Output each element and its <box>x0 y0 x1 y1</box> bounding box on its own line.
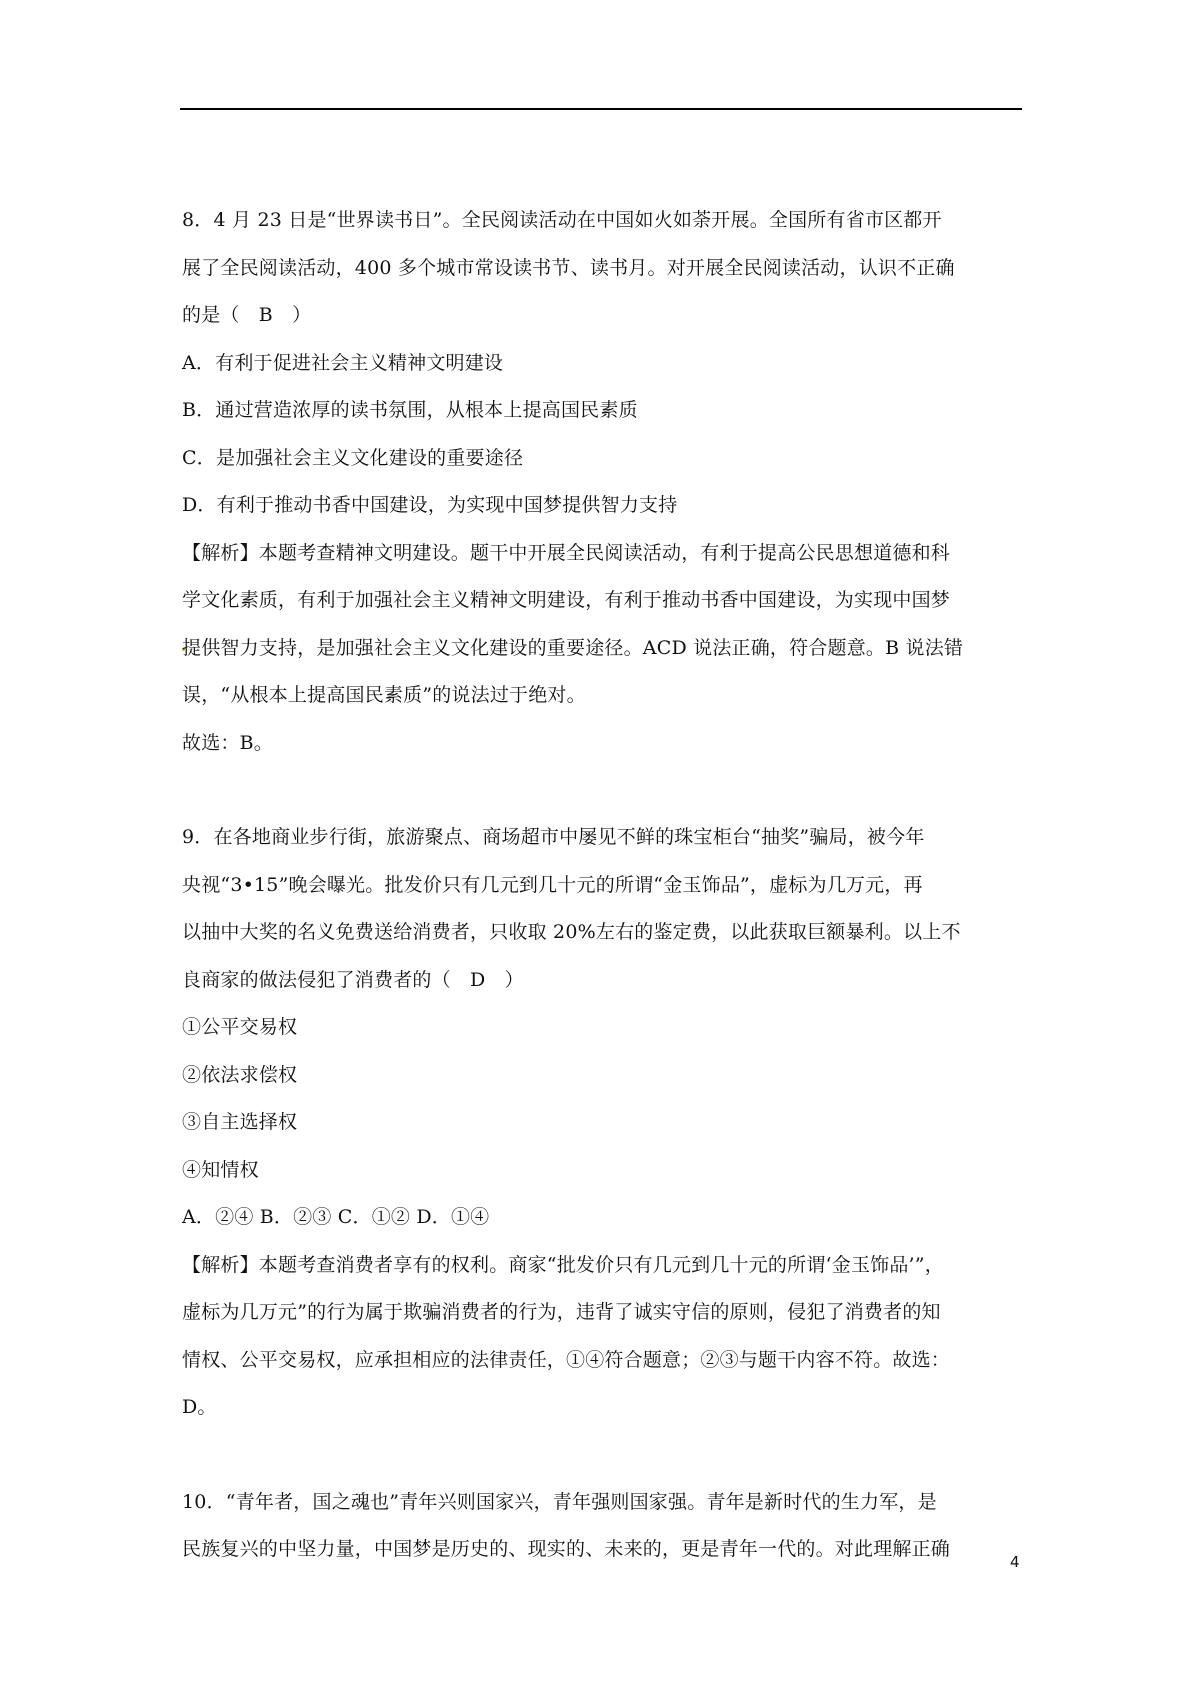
question-9-analysis-line: 情权、公平交易权，应承担相应的法律责任，①④符合题意；②③与题干内容不符。故选： <box>182 1348 951 1371</box>
header-rule <box>180 108 1022 110</box>
question-9-stem-line: 9．在各地商业步行街，旅游聚点、商场超市中屡见不鲜的珠宝柜台“抽奖”骗局，被今年 <box>182 826 925 848</box>
question-8-stem-line: 展了全民阅读活动，400 多个城市常设读书节、读书月。对开展全民阅读活动，认识不正确 <box>182 256 955 279</box>
question-8-analysis-line: 提供智力支持，是加强社会主义文化建设的重要途径。ACD 说法正确，符合题意。B 说法错 <box>182 636 964 659</box>
question-9 <box>182 814 1022 1432</box>
question-10-stem-line: 民族复兴的中坚力量，中国梦是历史的、现实的、未来的，更是青年一代的。对此理解正确 <box>182 1538 951 1560</box>
page-number: 4 <box>1010 1553 1020 1571</box>
question-8-option-c: C．是加强社会主义文化建设的重要途径 <box>182 446 524 469</box>
question-9-item-1: ①公平交易权 <box>182 1016 298 1038</box>
question-8-analysis-line: 学文化素质，有利于加强社会主义精神文明建设，有利于推动书香中国建设，为实现中国梦 <box>182 589 951 611</box>
question-spacer <box>182 1432 1022 1479</box>
question-8-answer: 故选：B。 <box>182 731 273 754</box>
document-body <box>182 197 1022 1574</box>
question-9-item-4: ④知情权 <box>182 1158 259 1181</box>
question-9-stem-line: 以抽中大奖的名义免费送给消费者，只收取 20%左右的鉴定费，以此获取巨额暴利。以上不 <box>182 921 961 943</box>
question-9-choices: A．②④ B．②③ C．①② D．①④ <box>182 1206 490 1228</box>
question-8-option-a: A．有利于促进社会主义精神文明建设 <box>182 351 504 374</box>
question-8-stem-line: 的是（ B ） <box>182 304 312 326</box>
question-8-option-d: D．有利于推动书香中国建设，为实现中国梦提供智力支持 <box>182 494 678 516</box>
question-8-stem-line: 8．4 月 23 日是“世界读书日”。全民阅读活动在中国如火如荼开展。全国所有省市区都开 <box>182 209 942 231</box>
question-10-stem-line: 10．“青年者，国之魂也”青年兴则国家兴，青年强则国家强。青年是新时代的生力军，是 <box>182 1490 937 1513</box>
question-9-analysis-line: 虚标为几万元”的行为属于欺骗消费者的行为，违背了诚实守信的原则，侵犯了消费者的知 <box>182 1301 941 1323</box>
question-9-analysis-line: 【解析】本题考查消费者享有的权利。商家“批发价只有几元到几十元的所谓‘金玉饰品’”， <box>182 1253 944 1276</box>
question-9-answer: D。 <box>182 1396 217 1418</box>
question-9-stem-line: 良商家的做法侵犯了消费者的（ D ） <box>182 968 524 991</box>
question-8-option-b: B．通过营造浓厚的读书氛围，从根本上提高国民素质 <box>182 399 638 421</box>
question-8-analysis-line: 误，“从根本上提高国民素质”的说法过于绝对。 <box>182 684 586 706</box>
question-spacer <box>182 767 1022 814</box>
question-10 <box>182 1479 1022 1574</box>
question-8 <box>182 197 1022 767</box>
question-9-item-3: ③自主选择权 <box>182 1111 298 1133</box>
question-8-analysis-line: 【解析】本题考查精神文明建设。题干中开展全民阅读活动，有利于提高公民思想道德和科 <box>182 541 951 564</box>
question-9-item-2: ②依法求偿权 <box>182 1063 298 1086</box>
question-9-stem-line: 央视“3•15”晚会曝光。批发价只有几元到几十元的所谓“金玉饰品”，虚标为几万元，再 <box>182 873 923 896</box>
